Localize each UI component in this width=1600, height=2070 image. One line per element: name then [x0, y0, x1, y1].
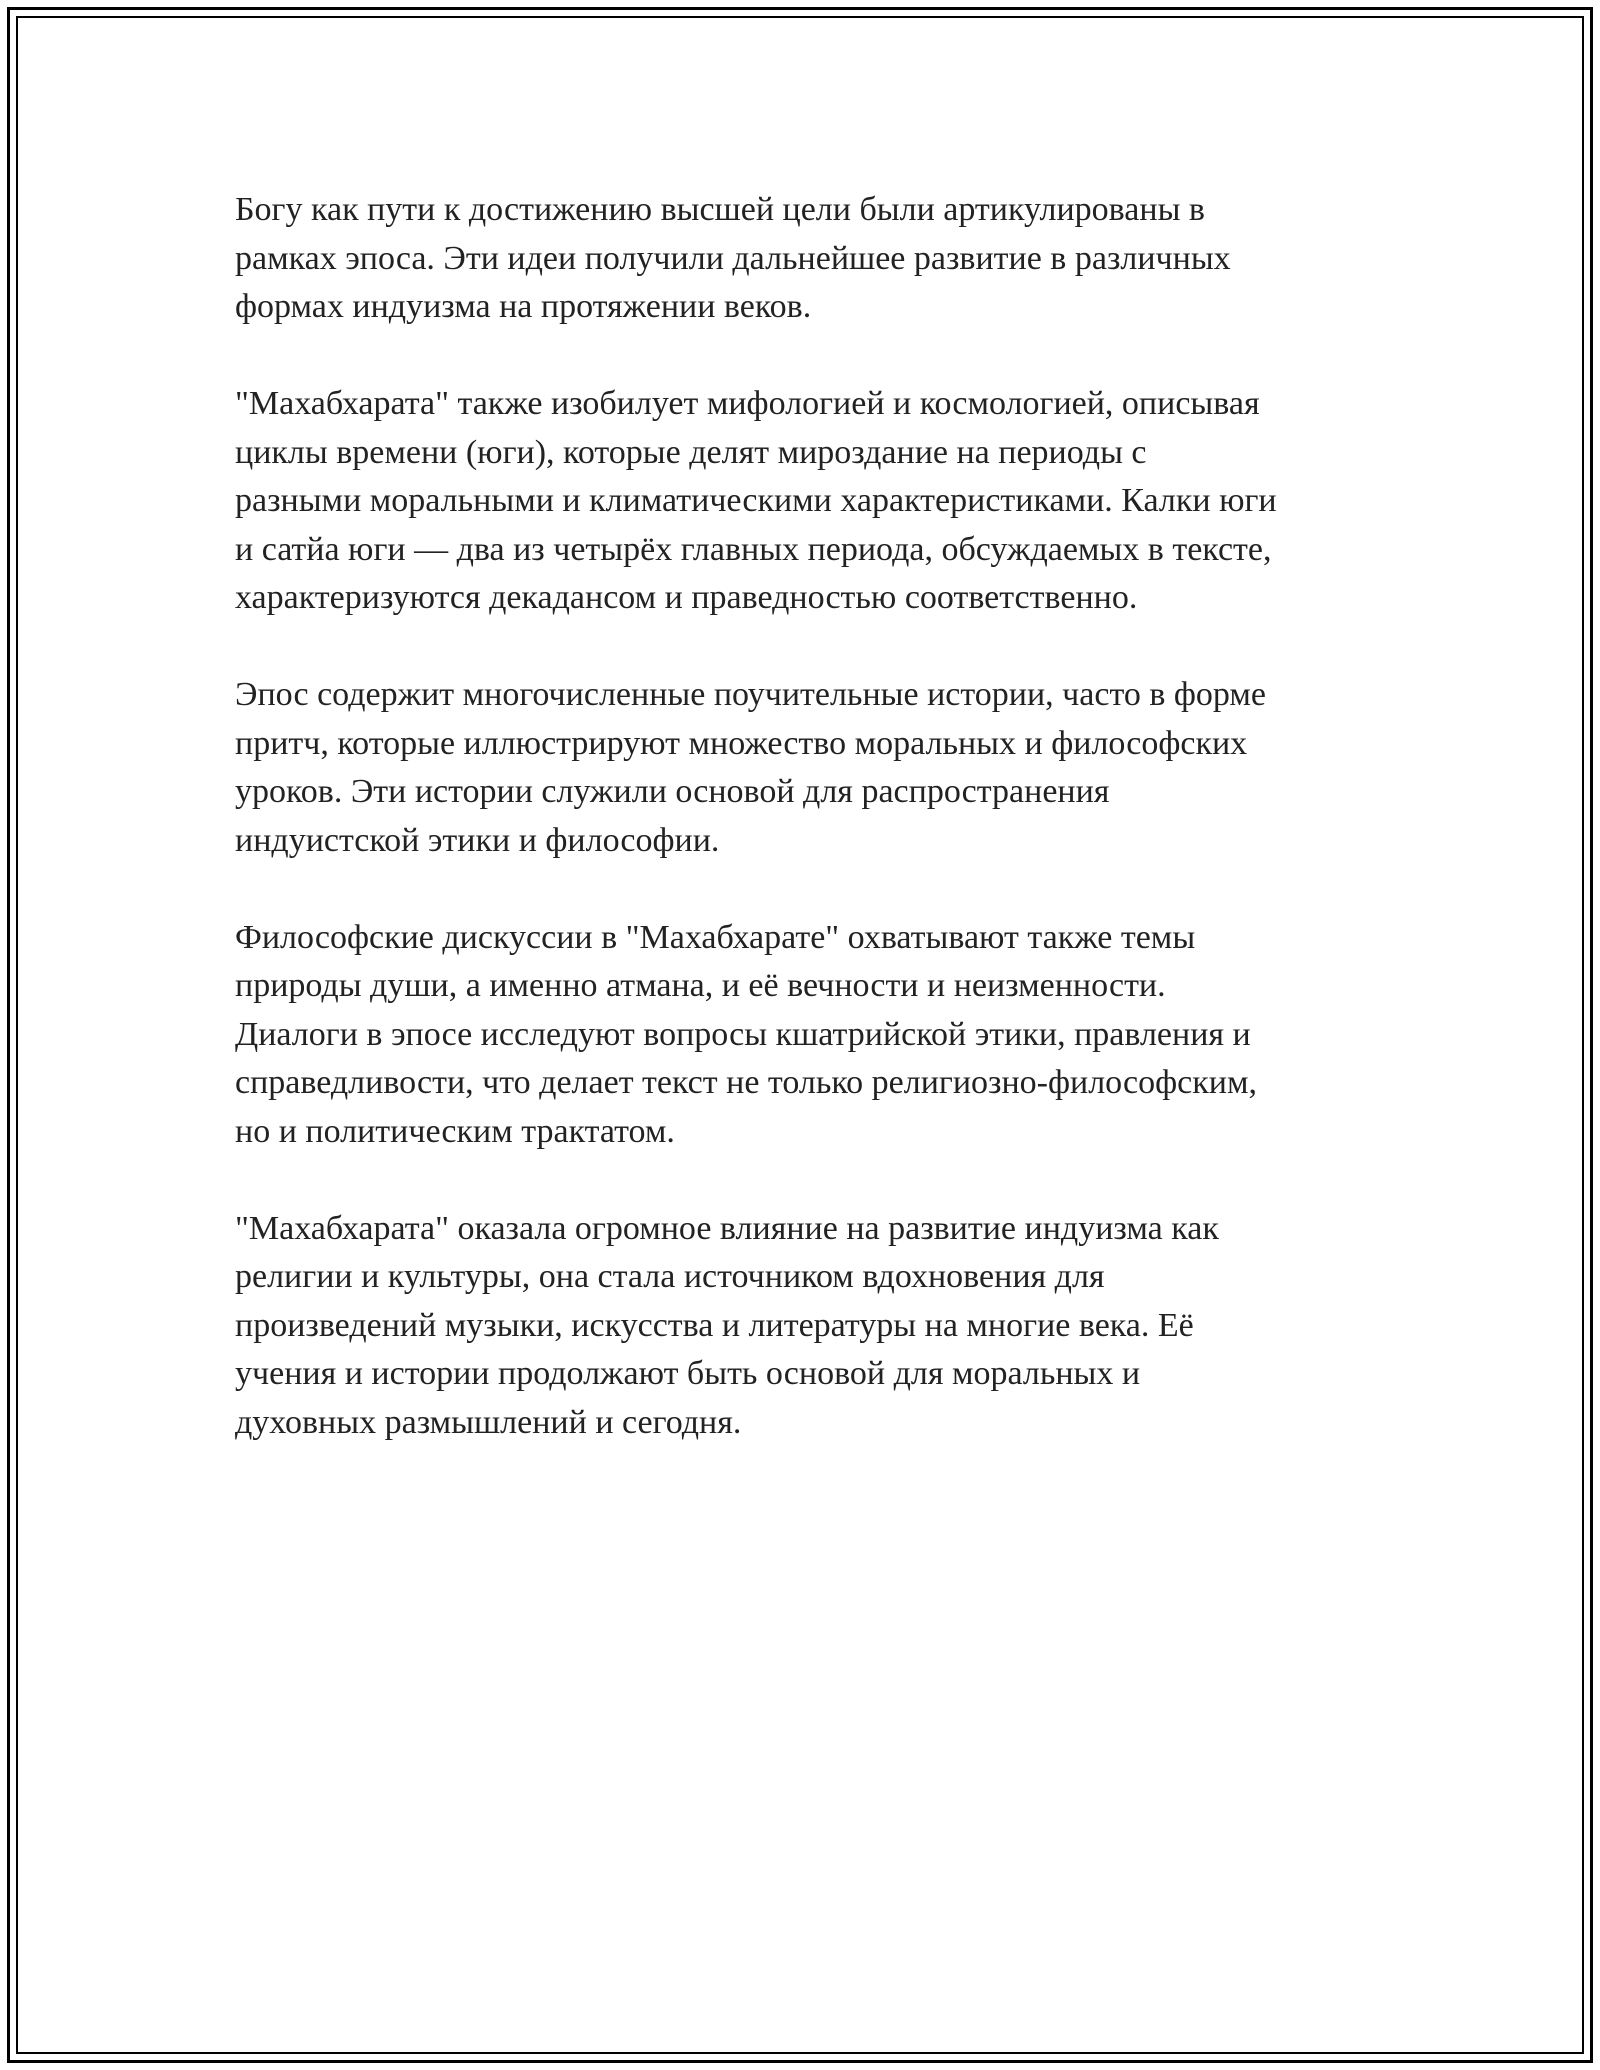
paragraph-5: "Махабхарата" оказала огромное влияние на развитие индуизма как религии и культуры, она стала источником вдохновения для произведений музыки, искусства и литературы на многие века. Её учения и истории продолжают быть основой для моральных и духовных размышлений и сегодня.	[235, 1209, 1219, 1441]
paragraph-1: Богу как пути к достижению высшей цели были артикулированы в рамках эпоса. Эти идеи получили дальнейшее развитие в различных формах индуизма на протяжении веков.	[235, 191, 1231, 325]
paragraph-4: Философские дискуссии в "Махабхарате" охватывают также темы природы души, а именно атмана, и её вечности и неизменности. Диалоги в эпосе исследуют вопросы кшатрийской этики, правления и справедливости, что делает текст не только религиозно-философским, но и политическим трактатом.	[235, 918, 1257, 1150]
paragraph-2: "Махабхарата" также изобилует мифологией и космологией, описывая циклы времени (юги), которые делят мироздание на периоды с разными моральными и климатическими характеристиками. Калки юги и сатйа юги — два из четырёх главных периода, обсуждаемых в тексте, характеризуются декадансом и праведностью соответственно.	[235, 385, 1277, 616]
document-body	[235, 186, 1375, 1496]
paragraph-3: Эпос содержит многочисленные поучительные истории, часто в форме притч, которые иллюстрируют множество моральных и философских уроков. Эти истории служили основой для распространения индуистской этики и философии.	[235, 676, 1267, 859]
